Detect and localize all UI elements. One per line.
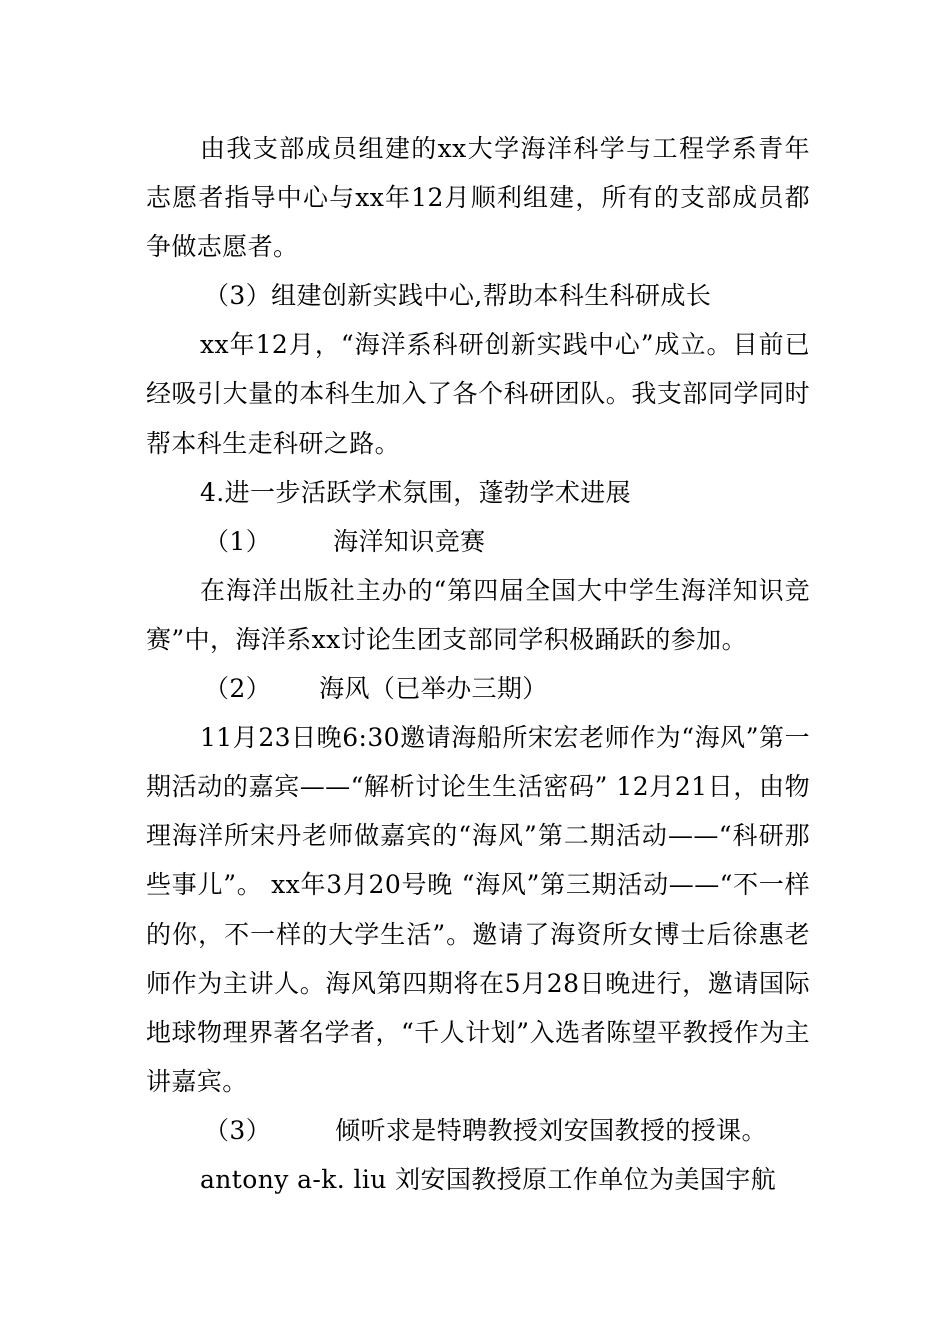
paragraph-innovation-center: xx年12月，“海洋系科研创新实践中心”成立。目前已经吸引大量的本科生加入了各个科研团队。我支部同学同时帮本科生走科研之路。 bbox=[146, 330, 810, 458]
heading-text: 倾听求是特聘教授刘安国教授的授课。 bbox=[335, 1115, 767, 1145]
heading-text: 海风（已举办三期） bbox=[319, 674, 548, 704]
heading-academic-atmosphere: 4.进一步活跃学术氛围，蓬勃学术进展 bbox=[200, 477, 632, 507]
heading-innovation-center: （3）组建创新实践中心,帮助本科生科研成长 bbox=[204, 281, 712, 311]
paragraph-haifeng: 11月23日晚6:30邀请海船所宋宏老师作为“海风”第一期活动的嘉宾——“解析讨论生生活密码” 12月21日，由物理海洋所宋丹老师做嘉宾的“海风”第二期活动——“科研那些事儿”。 xx年3月20号晚 “海风”第三期活动——“不一样的你，不一样的大学生活”。邀请了海资所女博士后徐惠老师作为主讲人。海风第四期将在5月28日晚进行，邀请国际地球物理界著名学者，“千人计划”入选者陈望平教授作为主讲嘉宾。 bbox=[146, 723, 810, 1096]
heading-number: （3） bbox=[204, 1115, 272, 1145]
heading-number: （2） bbox=[204, 674, 272, 704]
heading-haifeng bbox=[146, 664, 810, 713]
heading-text: 海洋知识竞赛 bbox=[333, 526, 486, 556]
heading-ocean-quiz bbox=[146, 517, 810, 566]
heading-number: （1） bbox=[204, 526, 272, 556]
heading-lecture bbox=[146, 1106, 810, 1155]
paragraph-ocean-quiz: 在海洋出版社主办的“第四届全国大中学生海洋知识竞赛”中，海洋系xx讨论生团支部同学积极踊跃的参加。 bbox=[146, 575, 810, 654]
document-body bbox=[146, 124, 810, 1204]
paragraph-volunteer-center: 由我支部成员组建的xx大学海洋科学与工程学系青年志愿者指导中心与xx年12月顺利组建，所有的支部成员都争做志愿者。 bbox=[146, 134, 810, 262]
paragraph-lecture: antony a-k. liu 刘安国教授原工作单位为美国宇航 bbox=[200, 1164, 777, 1194]
